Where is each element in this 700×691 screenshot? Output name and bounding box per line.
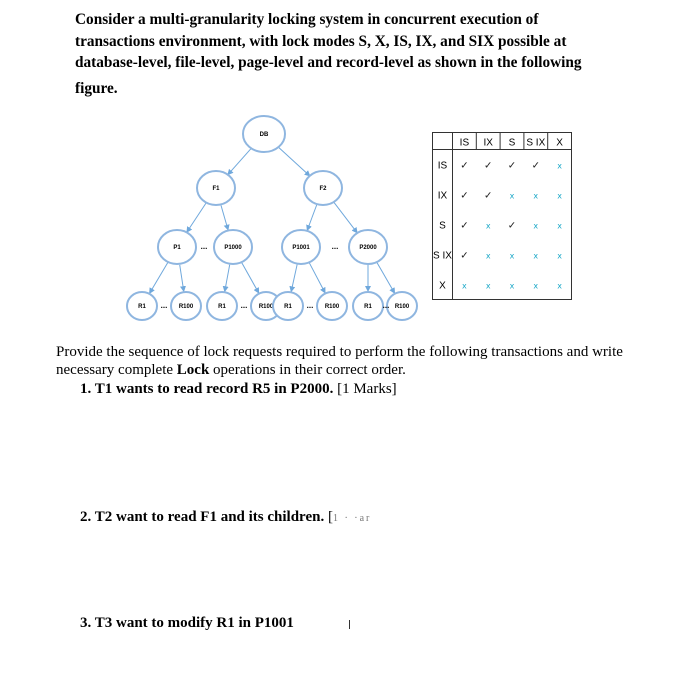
matrix-cell-r3-c5: x <box>557 221 562 231</box>
tree-node-record-5-label: R1 <box>284 304 292 310</box>
matrix-col-header-5: X <box>556 137 563 149</box>
matrix-cell-r4-c1: ✓ <box>460 250 469 262</box>
matrix-cell-r3-c1: ✓ <box>460 220 469 232</box>
matrix-cell-r2-c4: x <box>533 191 539 201</box>
question-1-text: 1. T1 wants to read record R5 in P2000. <box>80 381 334 397</box>
matrix-cell-r2-c1: ✓ <box>460 190 469 202</box>
matrix-row-label-2: IX <box>437 190 448 202</box>
tree-node-file-1-label: F1 <box>212 186 220 192</box>
tree-edge-f1-p1 <box>187 203 206 232</box>
tree-node-record-7-label: R1 <box>364 304 372 310</box>
matrix-cell-r3-c4: x <box>533 221 539 231</box>
tree-node-record-8-label: R100 <box>394 304 410 310</box>
matrix-cell-r3-c2: x <box>485 221 491 231</box>
question-2-text: 2. T2 want to read F1 and its children. <box>80 509 325 525</box>
matrix-cell-r5-c5: x <box>557 281 562 291</box>
tree-edge-db-f1 <box>228 149 251 175</box>
matrix-cell-r4-c4: x <box>533 251 539 261</box>
question-1 <box>80 380 397 398</box>
question-3 <box>80 614 294 632</box>
matrix-cell-r1-c2: ✓ <box>484 160 493 172</box>
tree-node-record-6-label: R100 <box>324 304 340 310</box>
tree-node-page-1-label: P1 <box>173 245 181 251</box>
matrix-cell-r1-c1: ✓ <box>460 160 469 172</box>
matrix-col-header-2: IX <box>483 137 493 149</box>
granularity-tree-diagram <box>120 112 420 332</box>
tree-edge-record-8 <box>377 263 395 293</box>
instructions-paragraph <box>56 343 656 379</box>
tree-edge-record-5 <box>291 265 297 292</box>
tree-node-page-2-label: P1000 <box>224 245 242 251</box>
matrix-cell-r5-c1: x <box>462 281 467 291</box>
tree-edge-record-2 <box>180 265 184 291</box>
tree-edge-record-6 <box>309 263 325 293</box>
question-2 <box>80 508 371 528</box>
tree-edge-f1-p1000 <box>221 205 228 229</box>
instructions-bold-word: Lock <box>176 362 210 378</box>
question-1-marks: [1 Marks] <box>333 381 397 397</box>
tree-ellipsis-1: ... <box>200 242 208 251</box>
tree-ellipsis-3: ... <box>160 301 168 310</box>
lock-compatibility-matrix <box>432 132 572 302</box>
tree-edge-f2-p2000 <box>334 202 357 232</box>
tree-ellipsis-2: ... <box>331 242 339 251</box>
tree-node-db-label: DB <box>259 132 269 138</box>
intro-paragraph <box>75 9 615 99</box>
matrix-cell-r1-c4: ✓ <box>531 160 540 172</box>
matrix-border <box>433 133 572 300</box>
tree-edge-db-f2 <box>279 148 310 176</box>
intro-last-line: figure. <box>75 79 118 97</box>
matrix-cell-r5-c2: x <box>485 281 491 291</box>
question-3-text: 3. T3 want to modify R1 in P1001 <box>80 615 294 631</box>
matrix-cell-r1-c3: ✓ <box>507 160 517 172</box>
instructions-text-1: Provide the sequence of lock requests required to perform the following transactions and write necessary complete <box>56 344 623 378</box>
matrix-col-header-4: S IX <box>526 137 546 149</box>
matrix-col-header-3: S <box>508 137 516 149</box>
matrix-cell-r2-c5: x <box>557 191 562 201</box>
intro-body: Consider a multi-granularity locking system in concurrent execution of transactions environment, with lock modes S, X, IS, IX, and SIX possible at database-level, file-level, page-level and record-level as shown in the following <box>75 11 582 71</box>
tree-edge-record-4 <box>242 263 259 293</box>
matrix-row-label-4: S IX <box>433 250 452 262</box>
matrix-row-label-5: X <box>439 280 446 292</box>
instructions-text-2: operations in their correct order. <box>209 362 406 378</box>
question-2-faint-marks: 1 · ·ar <box>332 513 372 524</box>
matrix-col-header-1: IS <box>459 137 470 149</box>
tree-ellipsis-4: ... <box>240 301 248 310</box>
tree-node-page-3-label: P1001 <box>292 245 310 251</box>
matrix-cell-r3-c3: ✓ <box>507 220 517 232</box>
matrix-cell-r1-c5: x <box>557 161 562 171</box>
matrix-cell-r5-c4: x <box>533 281 539 291</box>
matrix-cell-r2-c2: ✓ <box>484 190 493 202</box>
tree-node-record-1-label: R1 <box>138 304 146 310</box>
matrix-row-label-1: IS <box>437 160 448 172</box>
tree-ellipsis-6: ... <box>382 301 390 310</box>
matrix-cell-r4-c2: x <box>485 251 491 261</box>
tree-node-page-4-label: P2000 <box>359 245 377 251</box>
tree-ellipsis-5: ... <box>306 301 314 310</box>
tree-edge-record-1 <box>150 262 168 293</box>
tree-edge-f2-p1001 <box>307 205 316 230</box>
text-cursor <box>349 620 350 629</box>
tree-node-record-2-label: R100 <box>178 304 194 310</box>
matrix-cell-r4-c5: x <box>557 251 562 261</box>
question-2-marks: [ <box>324 509 333 525</box>
matrix-row-label-3: S <box>439 220 446 232</box>
tree-edge-record-3 <box>225 265 230 292</box>
matrix-cell-r2-c3: x <box>509 191 515 201</box>
matrix-cell-r4-c3: x <box>509 251 515 261</box>
tree-node-record-4-label: R100 <box>258 304 274 310</box>
matrix-cell-r5-c3: x <box>509 281 515 291</box>
tree-node-file-2-label: F2 <box>319 186 327 192</box>
tree-node-record-3-label: R1 <box>218 304 226 310</box>
